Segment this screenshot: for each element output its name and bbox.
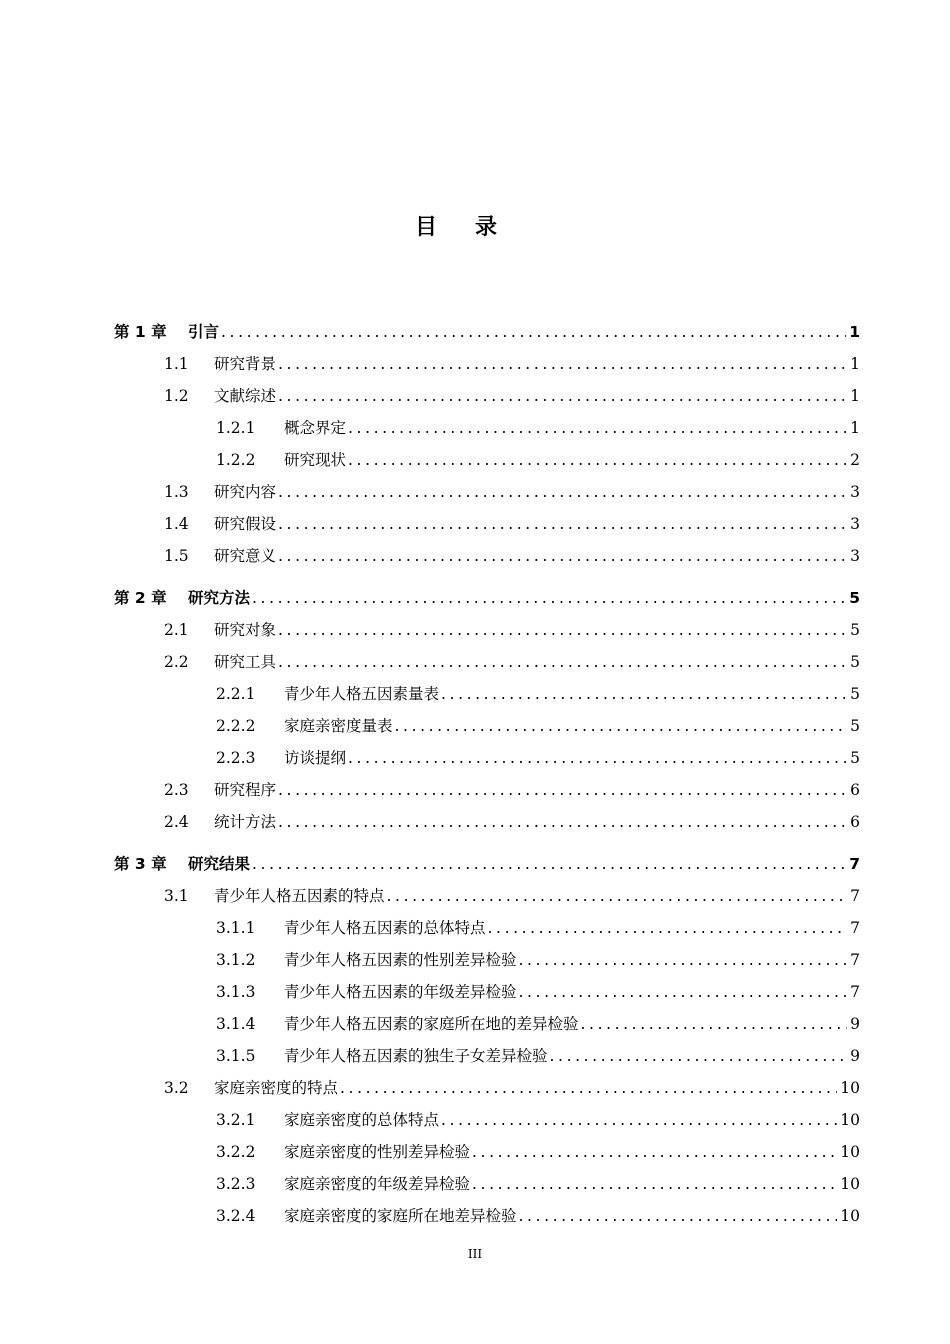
toc-leader-dots — [519, 1207, 838, 1225]
toc-entry[interactable] — [216, 1012, 860, 1034]
toc-entry-title: 家庭亲密度的家庭所在地差异检验 — [284, 1207, 517, 1225]
toc-leader-dots — [278, 355, 847, 373]
toc-entry-number: 3.2.2 — [216, 1143, 256, 1161]
toc-entry-page-number: 3 — [850, 483, 860, 501]
toc-entry-number: 3.1.5 — [216, 1047, 256, 1065]
toc-entry-title: 青少年人格五因素的特点 — [214, 887, 385, 905]
toc-entry-title: 概念界定 — [284, 419, 347, 437]
toc-entry-number: 第 2 章 — [114, 589, 167, 607]
toc-leader-dots — [278, 515, 847, 533]
toc-entry-page-number: 9 — [850, 1015, 860, 1033]
toc-entry[interactable] — [164, 618, 860, 640]
toc-entry-page-number: 3 — [850, 547, 860, 565]
toc-entry[interactable] — [216, 416, 860, 438]
toc-entry[interactable] — [164, 512, 860, 534]
toc-leader-dots — [278, 781, 847, 799]
toc-entry-page-number: 7 — [850, 951, 860, 969]
toc-entry-number: 1.4 — [164, 515, 189, 533]
toc-entry-page-number: 1 — [850, 355, 860, 373]
toc-entry-page-number: 5 — [850, 717, 860, 735]
toc-entry-number: 2.2 — [164, 653, 189, 671]
toc-entry-number: 2.1 — [164, 621, 189, 639]
toc-entry-number: 2.3 — [164, 781, 189, 799]
toc-leader-dots — [278, 813, 847, 831]
toc-entry[interactable] — [164, 384, 860, 406]
toc-leader-dots — [472, 1175, 837, 1193]
toc-entry-title: 青少年人格五因素的性别差异检验 — [284, 951, 517, 969]
toc-entry-number: 1.5 — [164, 547, 189, 565]
toc-entry-title: 研究方法 — [188, 589, 251, 607]
toc-entry-page-number: 6 — [850, 813, 860, 831]
toc-leader-dots — [278, 387, 847, 405]
toc-entry-title: 统计方法 — [214, 813, 277, 831]
toc-leader-dots — [221, 323, 846, 341]
toc-entry-number: 1.2.2 — [216, 451, 256, 469]
toc-entry-number: 2.4 — [164, 813, 189, 831]
toc-entry-number: 1.1 — [164, 355, 189, 373]
toc-entry-title: 研究结果 — [188, 855, 251, 873]
toc-entry-title: 青少年人格五因素的家庭所在地的差异检验 — [284, 1015, 579, 1033]
toc-entry-title: 青少年人格五因素量表 — [284, 685, 440, 703]
toc-leader-dots — [395, 717, 848, 735]
toc-entry[interactable] — [216, 746, 860, 768]
toc-leader-dots — [348, 749, 847, 767]
toc-entry-title: 研究背景 — [214, 355, 277, 373]
toc-entry-number: 3.1.1 — [216, 919, 256, 937]
toc-leader-dots — [278, 483, 847, 501]
toc-entry-page-number: 10 — [840, 1207, 860, 1225]
toc-entry-title: 家庭亲密度的性别差异检验 — [284, 1143, 471, 1161]
toc-entry-number: 3.2.3 — [216, 1175, 256, 1193]
toc-entry[interactable] — [216, 980, 860, 1002]
toc-entry-number: 3.1.2 — [216, 951, 256, 969]
toc-entry[interactable] — [216, 1172, 860, 1194]
toc-entry[interactable] — [216, 916, 860, 938]
toc-entry-number: 1.3 — [164, 483, 189, 501]
toc-entry-title: 家庭亲密度的特点 — [214, 1079, 339, 1097]
toc-entry-number: 第 1 章 — [114, 323, 167, 341]
toc-leader-dots — [348, 451, 847, 469]
toc-entry-title: 研究对象 — [214, 621, 277, 639]
toc-chapter-entry[interactable] — [114, 320, 860, 342]
toc-entry[interactable] — [164, 544, 860, 566]
toc-entry-title: 研究程序 — [214, 781, 277, 799]
toc-entry-title: 青少年人格五因素的年级差异检验 — [284, 983, 517, 1001]
toc-leader-dots — [550, 1047, 848, 1065]
toc-entry-number: 3.2.4 — [216, 1207, 256, 1225]
toc-entry-page-number: 7 — [850, 919, 860, 937]
toc-entry-number: 1.2 — [164, 387, 189, 405]
toc-entry-title: 访谈提纲 — [284, 749, 347, 767]
toc-leader-dots — [278, 547, 847, 565]
toc-entry[interactable] — [216, 1044, 860, 1066]
toc-leader-dots — [252, 855, 846, 873]
toc-entry-page-number: 10 — [840, 1111, 860, 1129]
toc-leader-dots — [519, 951, 848, 969]
toc-leader-dots — [278, 653, 847, 671]
toc-chapter-entry[interactable] — [114, 586, 860, 608]
toc-entry[interactable] — [216, 948, 860, 970]
toc-entry-page-number: 1 — [849, 323, 860, 341]
toc-entry-title: 研究现状 — [284, 451, 347, 469]
toc-leader-dots — [348, 419, 847, 437]
toc-entry-page-number: 10 — [840, 1175, 860, 1193]
toc-entry-page-number: 5 — [850, 621, 860, 639]
toc-entry-title: 家庭亲密度量表 — [284, 717, 393, 735]
toc-leader-dots — [519, 983, 848, 1001]
toc-chapter-entry[interactable] — [114, 852, 860, 874]
toc-entry-title: 文献综述 — [214, 387, 277, 405]
toc-entry[interactable] — [216, 448, 860, 470]
toc-entry-page-number: 3 — [850, 515, 860, 533]
toc-entry[interactable] — [216, 1204, 860, 1226]
page-title: 目录 — [414, 215, 535, 240]
toc-entry[interactable] — [216, 682, 860, 704]
toc-leader-dots — [472, 1143, 837, 1161]
toc-entry-number: 第 3 章 — [114, 855, 167, 873]
toc-entry-page-number: 7 — [850, 983, 860, 1001]
toc-entry[interactable] — [164, 810, 860, 832]
toc-leader-dots — [441, 685, 847, 703]
toc-entry[interactable] — [164, 650, 860, 672]
toc-entry-page-number: 5 — [850, 653, 860, 671]
toc-entry-title: 引言 — [188, 323, 220, 341]
toc-entry-number: 3.2 — [164, 1079, 189, 1097]
toc-entry-title: 青少年人格五因素的独生子女差异检验 — [284, 1047, 548, 1065]
toc-leader-dots — [278, 621, 847, 639]
toc-entry-page-number: 5 — [850, 685, 860, 703]
toc-entry-number: 3.1 — [164, 887, 189, 905]
toc-entry-number: 2.2.3 — [216, 749, 256, 767]
toc-entry-title: 家庭亲密度的年级差异检验 — [284, 1175, 471, 1193]
toc-entry-number: 1.2.1 — [216, 419, 256, 437]
toc-entry[interactable] — [164, 480, 860, 502]
toc-entry[interactable] — [164, 1076, 860, 1098]
toc-entry-number: 2.2.2 — [216, 717, 256, 735]
toc-leader-dots — [488, 919, 848, 937]
toc-entry-page-number: 5 — [850, 749, 860, 767]
toc-entry[interactable] — [164, 884, 860, 906]
toc-entry-title: 研究意义 — [214, 547, 277, 565]
toc-entry-page-number: 1 — [850, 387, 860, 405]
toc-leader-dots — [252, 589, 846, 607]
page-number-footer: III — [467, 1247, 483, 1261]
toc-entry-number: 3.2.1 — [216, 1111, 256, 1129]
toc-entry-page-number: 10 — [840, 1079, 860, 1097]
toc-entry-number: 3.1.4 — [216, 1015, 256, 1033]
toc-entry-title: 研究工具 — [214, 653, 277, 671]
toc-leader-dots — [581, 1015, 848, 1033]
toc-entry-number: 2.2.1 — [216, 685, 256, 703]
toc-leader-dots — [387, 887, 848, 905]
toc-leader-dots — [340, 1079, 837, 1097]
toc-entry[interactable] — [216, 1108, 860, 1130]
toc-entry-page-number: 1 — [850, 419, 860, 437]
toc-entry-page-number: 7 — [849, 855, 860, 873]
toc-entry-title: 研究假设 — [214, 515, 277, 533]
toc-entry[interactable] — [216, 714, 860, 736]
toc-entry-page-number: 6 — [850, 781, 860, 799]
toc-entry-page-number: 9 — [850, 1047, 860, 1065]
toc-entry-page-number: 2 — [850, 451, 860, 469]
toc-leader-dots — [441, 1111, 837, 1129]
toc-entry-number: 3.1.3 — [216, 983, 256, 1001]
toc-entry-title: 青少年人格五因素的总体特点 — [284, 919, 486, 937]
toc-entry-title: 研究内容 — [214, 483, 277, 501]
toc-entry[interactable] — [216, 1140, 860, 1162]
toc-entry-title: 家庭亲密度的总体特点 — [284, 1111, 440, 1129]
toc-entry[interactable] — [164, 352, 860, 374]
toc-entry[interactable] — [164, 778, 860, 800]
toc-entry-page-number: 10 — [840, 1143, 860, 1161]
toc-entry-page-number: 5 — [849, 589, 860, 607]
toc-entry-page-number: 7 — [850, 887, 860, 905]
